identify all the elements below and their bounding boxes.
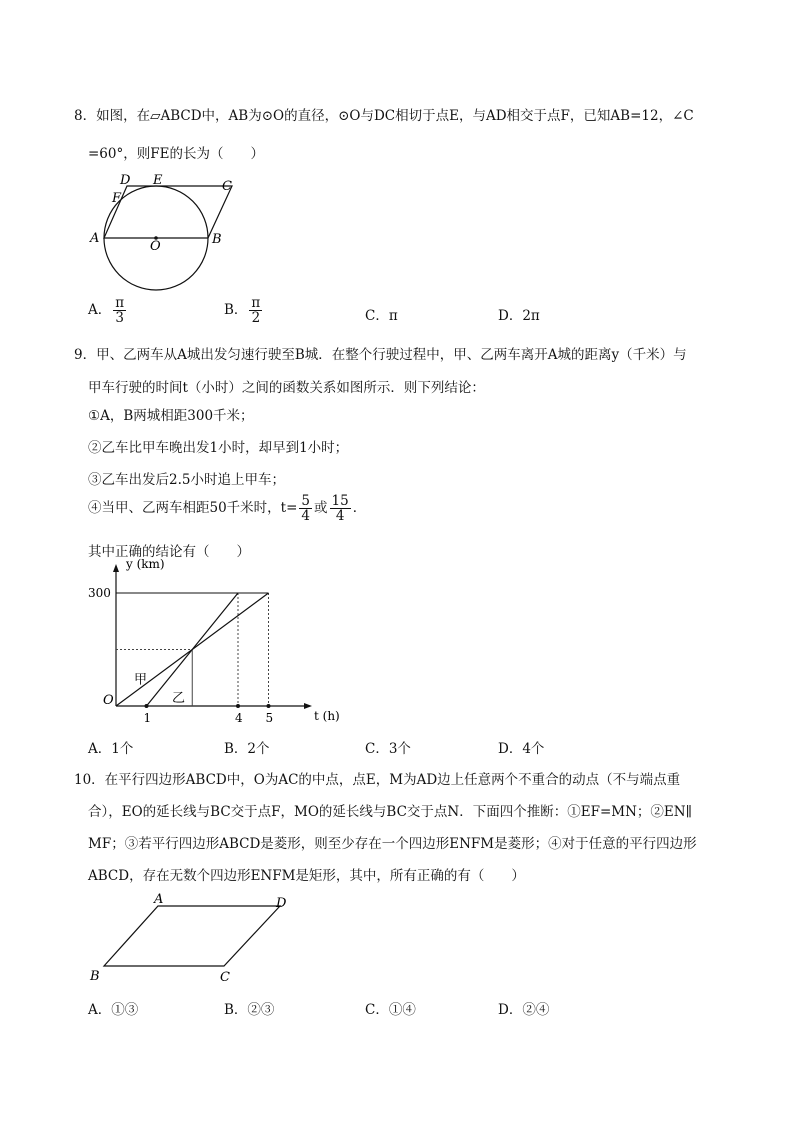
label-D: D: [120, 173, 131, 188]
q9-option-a[interactable]: A．1个: [88, 741, 134, 757]
label-F: F: [112, 191, 122, 206]
point-t4: [236, 704, 240, 708]
label-A10: A: [154, 892, 164, 907]
q10-line2: 合），EO的延长线与BC交于点F，MO的延长线与BC交于点N．下面四个推断：①EF=MN；②EN∥: [88, 804, 692, 820]
label-C10: C: [220, 970, 230, 985]
origin-label: O: [103, 693, 114, 708]
q8-option-c[interactable]: C．π: [365, 308, 398, 324]
label-D10: D: [276, 896, 287, 911]
label-B: B: [212, 232, 222, 247]
q10-option-d[interactable]: D．②④: [498, 1002, 550, 1018]
q10-option-b[interactable]: B．②③: [224, 1002, 275, 1018]
q8-option-b[interactable]: B． $\frac{\pi}{2}$: [224, 295, 261, 327]
point-t1: [145, 704, 149, 708]
q10-figure: [86, 890, 296, 986]
q9-statement-2: ②乙车比甲车晚出发1小时，却早到1小时；: [88, 440, 349, 456]
q10-line4: ABCD，存在无数个四边形ENFM是矩形，其中，所有正确的有（ ）: [88, 868, 525, 884]
label-C: C: [222, 179, 232, 194]
y-axis-label: y (km): [126, 557, 165, 571]
q9-statement-3: ③乙车出发后2.5小时追上甲车；: [88, 472, 285, 488]
q8-figure: [82, 168, 242, 300]
label-A: A: [90, 231, 100, 246]
point-t5: [267, 704, 271, 708]
label-E: E: [153, 173, 163, 188]
series-label-jia: 甲: [134, 672, 148, 688]
x-axis-label: t (h): [314, 709, 340, 723]
q10-line3: MF；③若平行四边形ABCD是菱形，则至少存在一个四边形ENFM是菱形；④对于任意的平行四边形: [88, 836, 697, 852]
x-tick-1: 1: [143, 711, 152, 725]
x-tick-5: 5: [265, 711, 274, 725]
y-tick-300: 300: [88, 586, 111, 600]
q10-line1: 10．在平行四边形ABCD中，O为AC的中点，点E，M为AD边上任意两个不重合的动点（不与端点重: [74, 772, 681, 788]
q9-option-c[interactable]: C．3个: [365, 741, 411, 757]
q9-statement-4: ④当甲、乙两车相距50千米时，t= $\frac{5}{4}$ 或 $\frac{15}{4}$ ．: [88, 493, 367, 525]
x-tick-4: 4: [235, 711, 243, 725]
q9-line2: 甲车行驶的时间t（小时）之间的函数关系如图所示．则下列结论：: [88, 380, 485, 396]
q9-line1: 9．甲、乙两车从A城出发匀速行驶至B城．在整个行驶过程中，甲、乙两车离开A城的距离y（千米）与: [74, 347, 687, 363]
q9-question: 其中正确的结论有（ ）: [88, 544, 250, 560]
q10-option-a[interactable]: A．①③: [88, 1002, 139, 1018]
q9-statement-1: ①A，B两城相距300千米；: [88, 408, 254, 424]
q8-option-d[interactable]: D．2π: [498, 308, 540, 324]
y-axis-arrow: [113, 564, 119, 572]
parallelogram-abcd-10: [104, 906, 280, 966]
q10-option-c[interactable]: C．①④: [365, 1002, 416, 1018]
q8-line2: =60°，则FE的长为（ ）: [88, 146, 264, 162]
q9-option-d[interactable]: D．4个: [498, 741, 545, 757]
parallelogram-abcd: [104, 186, 232, 238]
series-label-yi: 乙: [172, 691, 186, 707]
label-O: O: [150, 239, 161, 254]
q8-line1: 8．如图，在▱ABCD中，AB为⊙O的直径，⊙O与DC相切于点E，与AD相交于点F，已知AB=12，∠C: [74, 108, 694, 124]
x-axis-arrow: [304, 703, 312, 709]
label-B10: B: [90, 969, 100, 984]
q9-option-b[interactable]: B．2个: [224, 741, 270, 757]
q8-option-a[interactable]: A． $\frac{\pi}{3}$: [88, 295, 125, 327]
q9-chart: [80, 557, 340, 730]
